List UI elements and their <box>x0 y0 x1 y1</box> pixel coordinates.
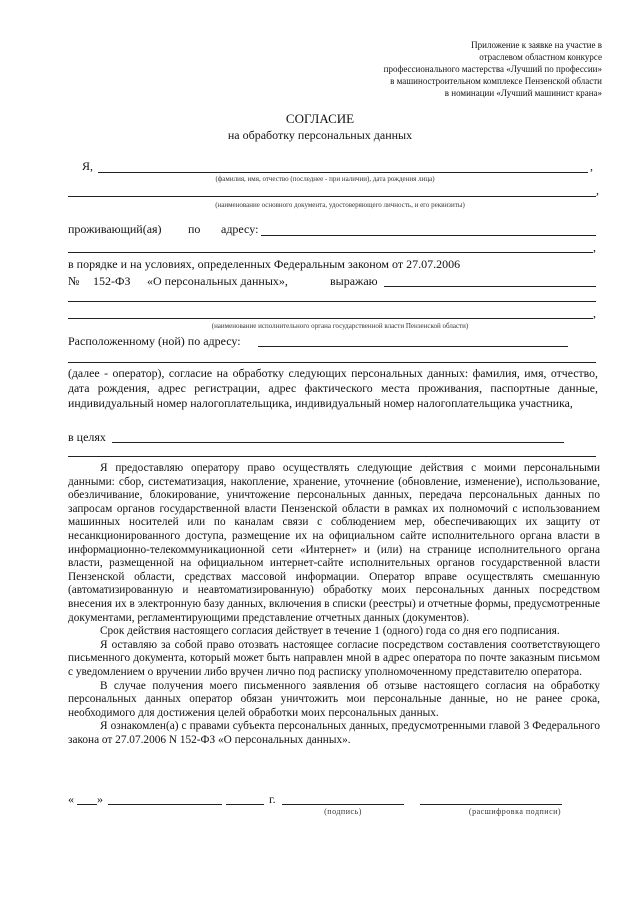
comma: , <box>593 306 596 320</box>
decode-input-line[interactable] <box>420 804 562 805</box>
law-text: в порядке и на условиях, определенных Федеральным законом от 27.07.2006 <box>68 257 461 271</box>
header-line: отраслевом областном конкурсе <box>479 52 602 62</box>
appendix-header <box>384 39 602 99</box>
residence-input-line[interactable] <box>261 235 596 236</box>
day-input-line[interactable] <box>77 804 97 805</box>
operator-input-line-2[interactable] <box>68 318 593 319</box>
operator-input-line[interactable] <box>68 301 596 302</box>
hint-operator: (наименование исполнительного органа государственной власти Пензенской области) <box>211 322 469 330</box>
expressing-label: выражаю <box>330 274 378 288</box>
page-title: СОГЛАСИЕ <box>285 111 355 126</box>
residence-input-line-2[interactable] <box>68 252 593 253</box>
residing-label: проживающий(ая) <box>68 222 162 236</box>
law-name: «О персональных данных», <box>147 274 288 288</box>
ya-label: Я, <box>82 159 94 173</box>
year-suffix: г. <box>269 792 276 806</box>
month-input-line[interactable] <box>108 804 222 805</box>
paragraph: В случае получения моего письменного заявления об отзыве настоящего согласия на обработку персональных данных оператор обязан уничтожить мои персональные данные, но не ранее срока, необходимого для достижения целей обработки моих персональных данных. <box>68 679 600 719</box>
purpose-input-line-2[interactable] <box>68 456 596 457</box>
consent-text: (далее - оператор), согласие на обработку следующих персональных данных: фамилия, имя, отчество, дата рождения, адрес регистрации, адрес фактического места проживания, паспортные данные, индивидуальный номер налогоплательщика, индивидуальный номер налогоплательщика участника, <box>68 366 598 410</box>
comma: , <box>593 240 596 254</box>
operator-address-line-2[interactable] <box>68 362 596 363</box>
document-input-line[interactable] <box>68 196 596 197</box>
date-quote-open: « <box>68 792 74 806</box>
law-number: 152-ФЗ <box>93 274 131 288</box>
located-label: Расположенному (ной) по адресу: <box>68 334 241 348</box>
express-input-line[interactable] <box>384 286 596 287</box>
address-label: адресу: <box>221 222 259 236</box>
hint-fio: (фамилия, имя, отчество (последнее - при наличии), дата рождения лица) <box>215 175 435 183</box>
po-label: по <box>188 222 201 236</box>
law-no: № <box>68 274 80 288</box>
header-line: в номинации «Лучший машинист крана» <box>444 88 602 98</box>
operator-address-line[interactable] <box>258 346 568 347</box>
comma: , <box>596 183 599 197</box>
paragraph: Срок действия настоящего согласия действует в течение 1 (одного) года со дня его подписания. <box>100 625 560 638</box>
decode-label: (расшифровка подписи) <box>468 807 562 816</box>
signature-label: (подпись) <box>324 807 362 816</box>
header-line: Приложение к заявке на участие в <box>471 40 602 50</box>
paragraph: Я оставляю за собой право отозвать настоящее согласие посредством составления соответствующего письменного документа, который может быть направлен мной в адрес оператора по почте заказным письмом с уведомлением о вручении либо вручен лично под расписку уполномоченному представителю оператора. <box>68 638 600 678</box>
header-line: в машиностроительном комплексе Пензенской области <box>390 76 602 86</box>
fio-input-line[interactable] <box>98 172 588 173</box>
header-line: профессионального мастерства «Лучший по профессии» <box>383 64 602 74</box>
signature-input-line[interactable] <box>282 804 404 805</box>
date-quote-close: » <box>97 792 103 806</box>
purpose-input-line[interactable] <box>112 442 564 443</box>
page-subtitle: на обработку персональных данных <box>227 128 413 142</box>
purpose-label: в целях <box>68 430 106 444</box>
comma: , <box>590 159 593 173</box>
paragraph: Я ознакомлен(а) с правами субъекта персональных данных, предусмотренными главой 3 Федерального закона от 27.07.2006 N 152-ФЗ «О персональных данных». <box>68 720 600 746</box>
paragraph: Я предоставляю оператору право осуществлять следующие действия с моими персональными данными: сбор, систематизация, накопление, хранение, уточнение (обновление, изменение), использование, обезличивание, блокирование, уничтожение персональных данных, передача персональных данных по запросам органов государственной власти Пензенской области в рамках их полномочий с использованием машинных носителей или по каналам связи с соблюдением мер, обеспечивающих их защиту от несанкционированного доступа, размещение их на официальном сайте исполнительного органа власти в информационно-телекоммуникационной сети «Интернет» и (или) на странице исполнительного органа власти, размещенной на официальном интернет-сайте исполнительных органов государственной власти Пензенской области, средствах массовой информации. Оператор вправе осуществлять смешанную (автоматизированную и неавтоматизированную) обработку моих персональных данных посредством внесения их в электронную базу данных, включения в списки (реестры) и отчетные формы, предусмотренные документами, регламентирующими представление отчетных данных (документов). <box>68 462 600 624</box>
hint-document: (наименование основного документа, удостоверяющего личность, и его реквизиты) <box>215 201 465 209</box>
year-input-line[interactable] <box>226 804 264 805</box>
body-text <box>68 462 600 747</box>
